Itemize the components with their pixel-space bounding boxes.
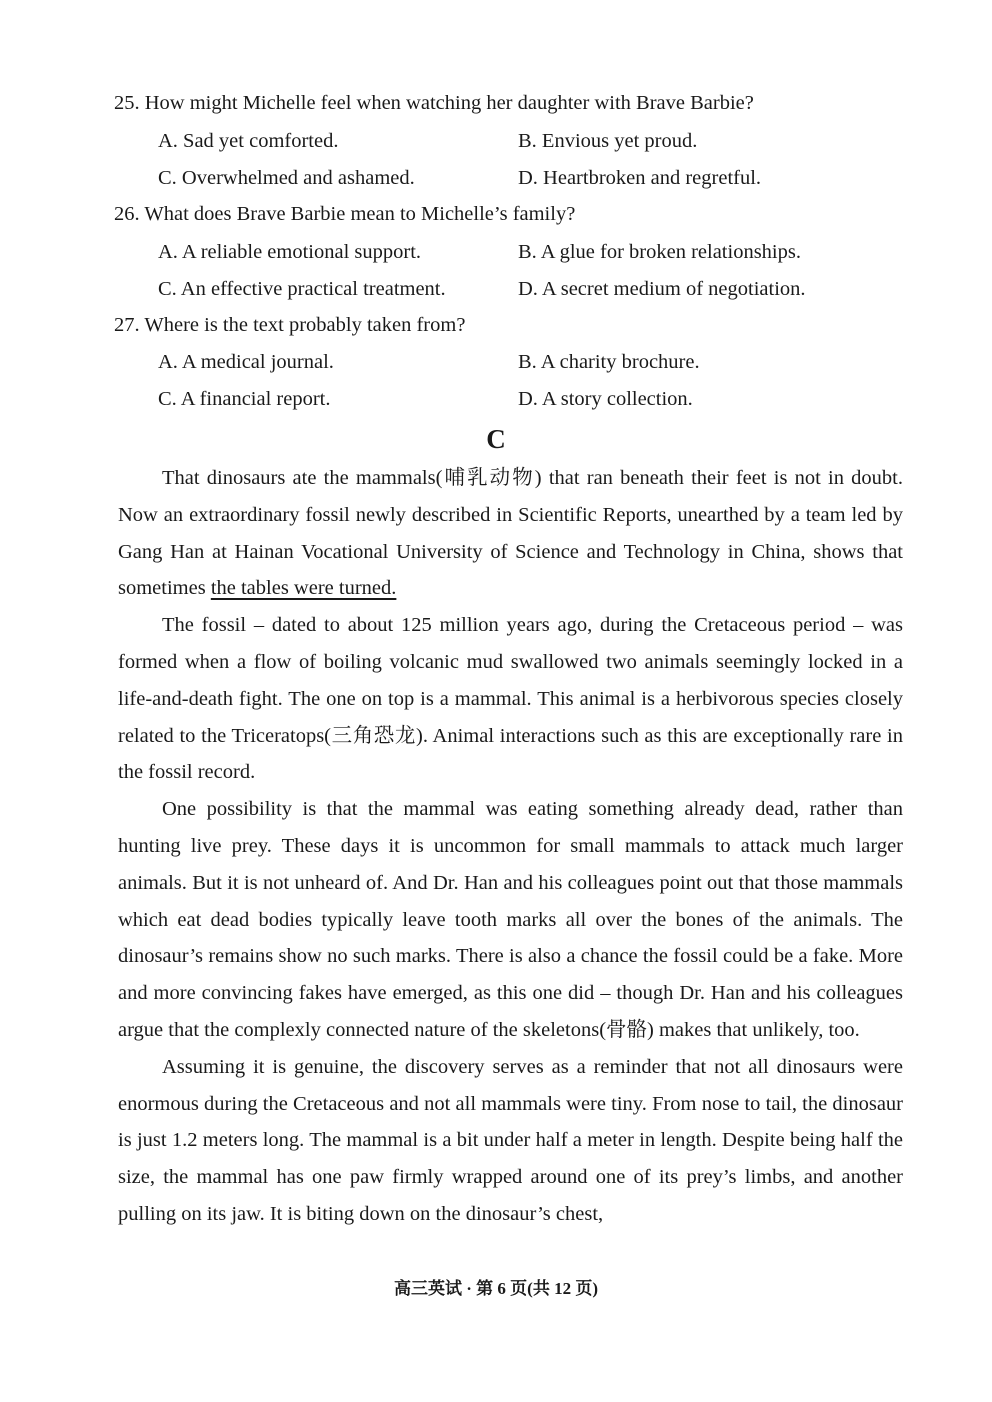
- question-25-option-d: D. Heartbroken and regretful.: [518, 167, 762, 189]
- question-27-option-a: A. A medical journal.: [158, 351, 334, 373]
- question-27-option-c: C. A financial report.: [158, 388, 331, 410]
- passage-paragraph-4: Assuming it is genuine, the discovery serves as a reminder that not all dinosaurs were enormous during the Cretaceous and not all mammals were tiny. From nose to tail, the dinosaur is just 1.2 meters long. The mammal is a bit under half a meter in length. Despite being half the size, the mammal has one paw firmly wrapped around one of its prey’s limbs, and another pulling on its jaw. It is biting down on the dinosaur’s chest,: [118, 1055, 903, 1225]
- question-25-option-c: C. Overwhelmed and ashamed.: [158, 167, 415, 189]
- reading-passage: [118, 460, 903, 1233]
- question-27-option-d: D. A story collection.: [518, 388, 693, 410]
- underlined-phrase: the tables were turned.: [210, 577, 397, 600]
- passage-paragraph-2: The fossil – dated to about 125 million years ago, during the Cretaceous period – was formed when a flow of boiling volcanic mud swallowed two animals seemingly locked in a life-and-death fight. The one on top is a mammal. This animal is a herbivorous species closely related to the Triceratops(三角恐龙). Animal interactions such as this are exceptionally rare in the fossil record.: [118, 614, 903, 784]
- question-26-option-c: C. An effective practical treatment.: [158, 278, 446, 300]
- question-25-option-b: B. Envious yet proud.: [518, 130, 698, 152]
- question-26-option-a: A. A reliable emotional support.: [158, 241, 422, 263]
- section-heading: C: [486, 424, 506, 454]
- question-25-stem: 25. How might Michelle feel when watching her daughter with Brave Barbie?: [114, 92, 754, 114]
- question-25-option-a: A. Sad yet comforted.: [158, 130, 339, 152]
- paragraph-1-text: That dinosaurs ate the mammals(哺乳动物) that ran beneath their feet is not in doubt. Now an extraordinary fossil newly described in Scientific Reports, unearthed by a team led by Gang Han at Hainan Vocational University of Science and Technology in China, shows that sometimes: [118, 467, 903, 600]
- passage-paragraph-3: One possibility is that the mammal was eating something already dead, rather than hunting live prey. These days it is uncommon for small mammals to attack much larger animals. But it is not unheard of. And Dr. Han and his colleagues point out that those mammals which eat dead bodies typically leave tooth marks all over the bones of the animals. The dinosaur’s remains show no such marks. There is also a chance the fossil could be a fake. More and more convincing fakes have emerged, as this one did – though Dr. Han and his colleagues argue that the complexly connected nature of the skeletons(骨骼) makes that unlikely, too.: [118, 798, 903, 1041]
- page-footer: 高三英试 · 第 6 页(共 12 页): [394, 1279, 598, 1298]
- question-26-option-d: D. A secret medium of negotiation.: [518, 278, 806, 300]
- passage-paragraph-1: [118, 460, 903, 607]
- question-26-stem: 26. What does Brave Barbie mean to Michelle’s family?: [114, 203, 576, 225]
- question-27-stem: 27. Where is the text probably taken from?: [114, 314, 466, 336]
- question-26-option-b: B. A glue for broken relationships.: [518, 241, 801, 263]
- question-27-option-b: B. A charity brochure.: [518, 351, 700, 373]
